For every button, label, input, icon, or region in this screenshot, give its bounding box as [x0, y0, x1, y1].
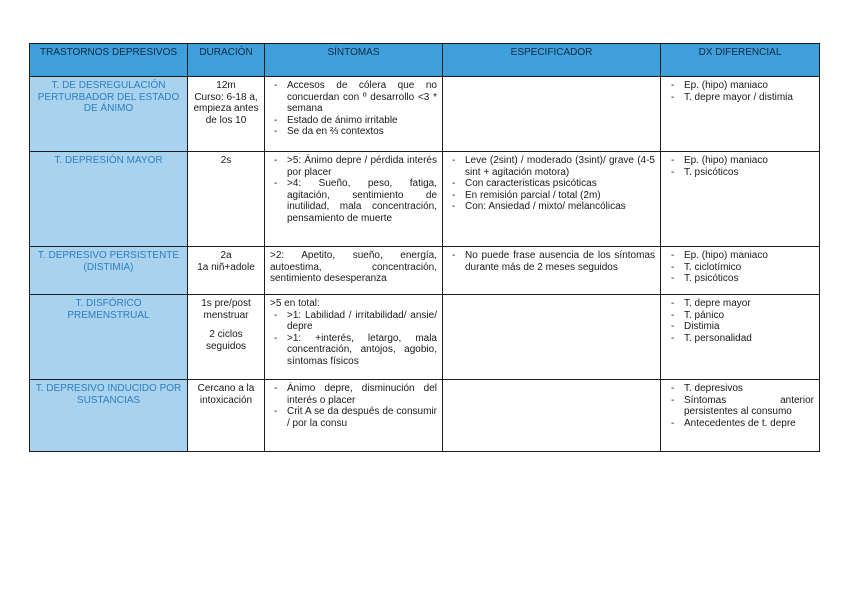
- symptoms-cell: [265, 77, 443, 152]
- list-item: - Leve (2sint) / moderado (3sint)/ grave (4-5 sint + agitación motora): [448, 155, 655, 178]
- list-item: - Ánimo depre, disminución del interés o placer: [270, 383, 437, 406]
- depressive-disorders-table: [29, 43, 820, 452]
- list-item: - Distimia: [666, 321, 814, 333]
- list-item: - T. pánico: [666, 310, 814, 322]
- list-item: - T. psicóticos: [666, 167, 814, 179]
- header-trastornos: TRASTORNOS DEPRESIVOS: [30, 44, 188, 77]
- header-row: [30, 44, 820, 77]
- list-item: - T. depresivos: [666, 383, 814, 395]
- disorder-name: T. DEPRESIVO PERSISTENTE (DISTIMIA): [30, 247, 188, 295]
- specifier-cell: [443, 380, 661, 452]
- disorder-name: T. DISFÓRICO PREMENSTRUAL: [30, 295, 188, 380]
- duration-line: Curso: 6-18 a, empieza antes de los 10: [193, 91, 259, 126]
- header-duracion: DURACIÓN: [188, 44, 265, 77]
- disorder-name: T. DEPRESIVO INDUCIDO POR SUSTANCIAS: [30, 380, 188, 452]
- list-item: - Accesos de cólera que no concuerdan con º desarrollo <3 * semana: [270, 80, 437, 115]
- duration-cell: [188, 77, 265, 152]
- list-item: - Estado de ánimo irritable: [270, 115, 437, 127]
- symptoms-cell: [265, 247, 443, 295]
- list-item: - >5: Ánimo depre / pérdida interés por placer: [270, 155, 437, 178]
- list-item: - Ep. (hipo) maniaco: [666, 155, 814, 167]
- list-item: - Se da en ⅔ contextos: [270, 126, 437, 138]
- disorder-name: T. DE DESREGULACIÓN PERTURBADOR DEL ESTADO DE ÁNIMO: [30, 77, 188, 152]
- symptoms-cell: [265, 152, 443, 247]
- table-row: [30, 247, 820, 295]
- list-item: - Crit A se da después de consumir / por la consu: [270, 406, 437, 429]
- duration-cell: [188, 247, 265, 295]
- list-item: - T. psicóticos: [666, 273, 814, 285]
- symptoms-text: >2: Apetito, sueño, energía, autoestima, concentración, sentimiento desesperanza: [270, 250, 437, 284]
- list-item: - No puede frase ausencia de los síntomas durante más de 2 meses seguidos: [448, 250, 655, 273]
- specifier-cell: [443, 77, 661, 152]
- symptoms-text: >5 en total:: [270, 298, 320, 309]
- list-item: - Con: Ansiedad / mixto/ melancólicas: [448, 201, 655, 213]
- specifier-cell: [443, 247, 661, 295]
- list-item: - Ep. (hipo) maniaco: [666, 250, 814, 262]
- table-row: [30, 77, 820, 152]
- duration-line: 12m: [216, 80, 236, 91]
- list-item: - T. depre mayor: [666, 298, 814, 310]
- symptoms-cell: [265, 380, 443, 452]
- duration-cell: [188, 152, 265, 247]
- list-item: - Con caracteristicas psicóticas: [448, 178, 655, 190]
- list-item: - >4: Sueño, peso, fatiga, agitación, sentimiento de inutilidad, mala concentración, pensamiento de muerte: [270, 178, 437, 224]
- list-item: - Antecedentes de t. depre: [666, 418, 814, 430]
- dx-cell: [661, 380, 820, 452]
- list-item: - >1: Labilidad / irritabilidad/ ansie/ depre: [270, 310, 437, 333]
- list-item: - Ep. (hipo) maniaco: [666, 80, 814, 92]
- duration-line: 2a: [220, 250, 232, 261]
- specifier-cell: [443, 152, 661, 247]
- header-dx-diferencial: DX DIFERENCIAL: [661, 44, 820, 77]
- disorder-name: T. DEPRESIÓN MAYOR: [30, 152, 188, 247]
- header-sintomas: SÍNTOMAS: [265, 44, 443, 77]
- dx-cell: [661, 77, 820, 152]
- list-item: - Síntomas anterior persistentes al consumo: [666, 395, 814, 418]
- table-row: [30, 152, 820, 247]
- duration-line: 1s pre/post menstruar: [201, 298, 251, 321]
- specifier-cell: [443, 295, 661, 380]
- list-item: - En remisión parcial / total (2m): [448, 190, 655, 202]
- table-row: [30, 295, 820, 380]
- duration-cell: [188, 380, 265, 452]
- duration-line: 2 ciclos seguidos: [205, 329, 247, 352]
- symptoms-cell: [265, 295, 443, 380]
- list-item: - T. ciclotímico: [666, 262, 814, 274]
- header-especificador: ESPECIFICADOR: [443, 44, 661, 77]
- dx-cell: [661, 295, 820, 380]
- list-item: - >1: +interés, letargo, mala concentración, antojos, agobio, síntomas físicos: [270, 333, 437, 368]
- dx-cell: [661, 152, 820, 247]
- duration-cell: [188, 295, 265, 380]
- duration-line: Cercano a la intoxicación: [197, 383, 255, 406]
- duration-line: 1a niñ+adole: [197, 261, 255, 273]
- list-item: - T. depre mayor / distimia: [666, 92, 814, 104]
- table-row: [30, 380, 820, 452]
- duration-line: 2s: [220, 155, 232, 166]
- list-item: - T. personalidad: [666, 333, 814, 345]
- dx-cell: [661, 247, 820, 295]
